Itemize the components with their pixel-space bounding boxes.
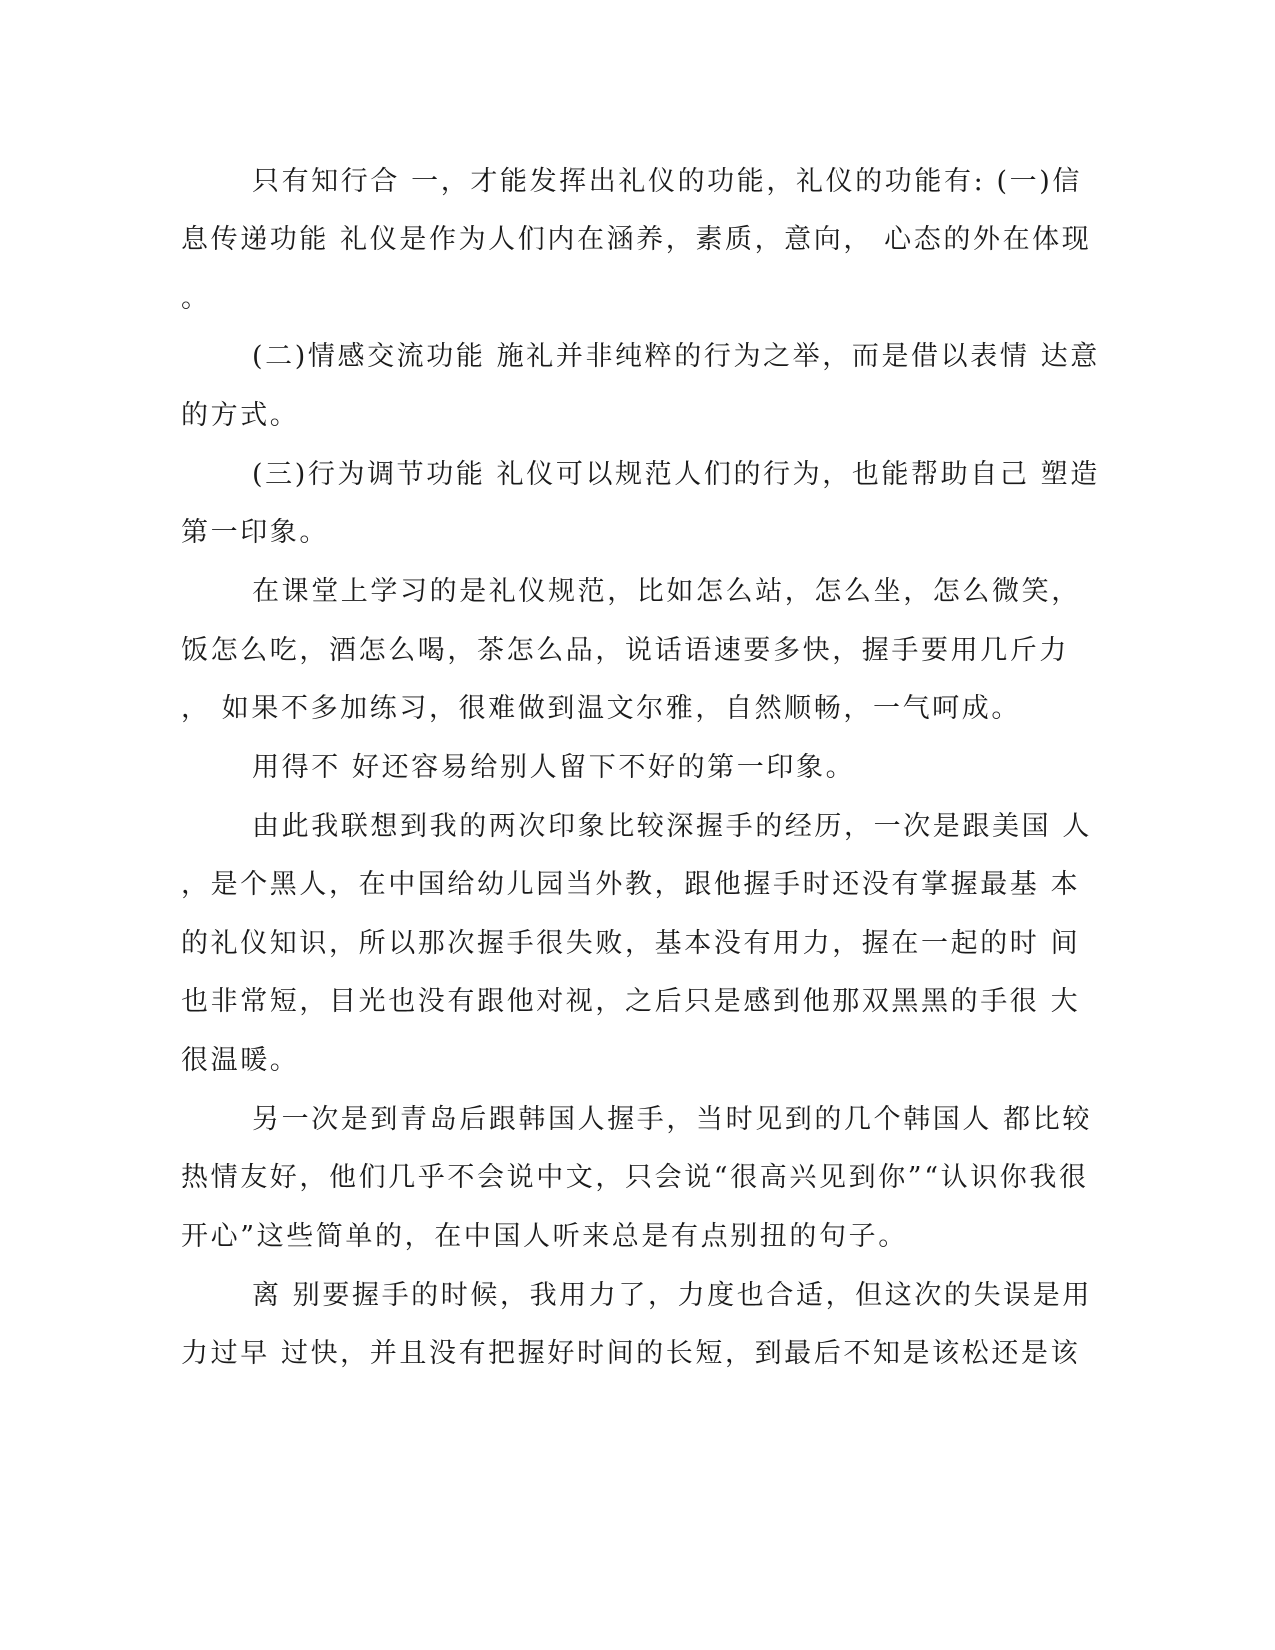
text-line: 用得不 好还容易给别人留下不好的第一印象。 (252, 752, 856, 783)
text-line: (三)行为调节功能 礼仪可以规范人们的行为，也能帮助自己 塑造 (252, 459, 1100, 490)
text-line: ， 如果不多加练习，很难做到温文尔雅，自然顺畅，一气呵成。 (181, 693, 1021, 724)
text-line: 息传递功能 礼仪是作为人们内在涵养，素质，意向， 心态的外在体现 (181, 224, 1092, 255)
text-line: 离 别要握手的时候，我用力了，力度也合适，但这次的失误是用 (252, 1280, 1092, 1311)
text-line: (二)情感交流功能 施礼并非纯粹的行为之举，而是借以表情 达意 (252, 341, 1100, 372)
text-line: 由此我联想到我的两次印象比较深握手的经历，一次是跟美国 人 (252, 811, 1092, 842)
text-line: 的方式。 (181, 400, 300, 431)
text-line: 热情友好，他们几乎不会说中文，只会说“很高兴见到你”“认识你我很 (181, 1162, 1089, 1193)
text-line: ，是个黑人，在中国给幼儿园当外教，跟他握手时还没有掌握最基 本 (181, 869, 1081, 900)
text-line: 另一次是到青岛后跟韩国人握手，当时见到的几个韩国人 都比较 (252, 1104, 1092, 1135)
text-line: 饭怎么吃，酒怎么喝，茶怎么品，说话语速要多快，握手要用几斤力 (181, 635, 1069, 666)
text-line: 力过早 过快，并且没有把握好时间的长短，到最后不知是该松还是该 (181, 1338, 1081, 1369)
text-line: 只有知行合 一，才能发挥出礼仪的功能，礼仪的功能有: (一)信 (252, 166, 1082, 197)
text-line: 第一印象。 (181, 517, 329, 548)
text-line: 在课堂上学习的是礼仪规范，比如怎么站，怎么坐，怎么微笑， (252, 576, 1081, 607)
text-line: 开心”这些简单的，在中国人听来总是有点别扭的句子。 (181, 1221, 908, 1252)
text-line: 。 (181, 283, 211, 314)
text-line: 的礼仪知识，所以那次握手很失败，基本没有用力，握在一起的时 间 (181, 928, 1081, 959)
text-line: 也非常短，目光也没有跟他对视，之后只是感到他那双黑黑的手很 大 (181, 986, 1081, 1017)
text-line: 很温暖。 (181, 1045, 300, 1076)
